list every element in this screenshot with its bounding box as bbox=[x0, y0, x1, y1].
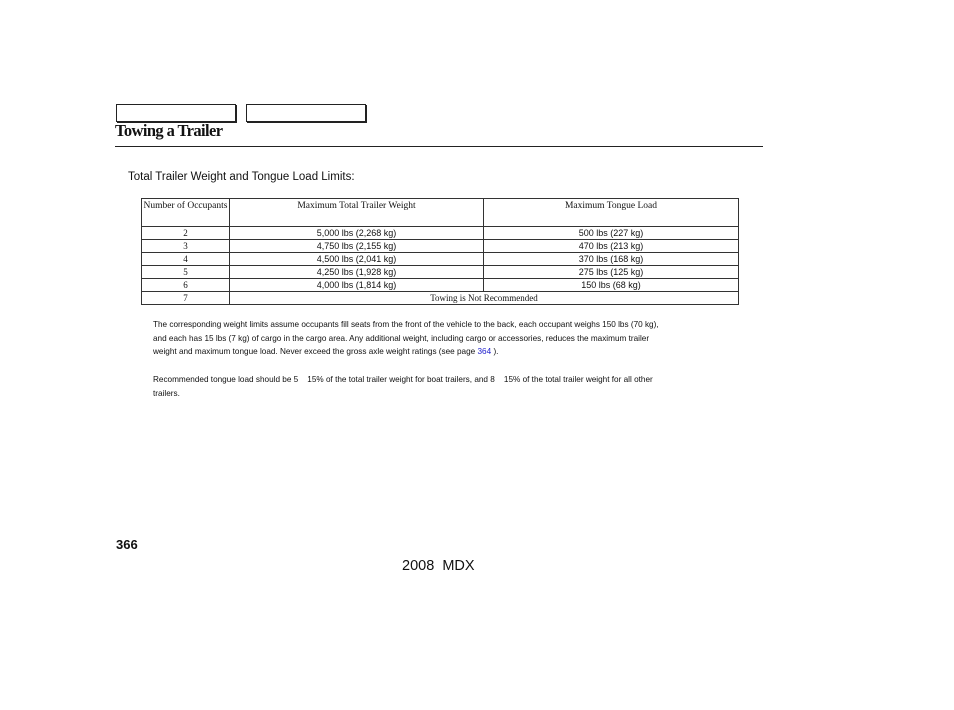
trailer-weight-cell: 4,000 lbs (1,814 kg) bbox=[230, 279, 484, 292]
table-row bbox=[142, 279, 739, 292]
tongue-load-note bbox=[153, 373, 758, 400]
note-line: weight and maximum tongue load. Never exceed the gross axle weight ratings (see page bbox=[153, 347, 478, 357]
column-header-occupants: Number of Occupants bbox=[142, 199, 230, 227]
occupants-cell: 3 bbox=[142, 240, 230, 253]
column-header-tongue-load: Maximum Tongue Load bbox=[484, 199, 739, 227]
nav-button-next[interactable] bbox=[246, 104, 366, 122]
note-line: and each has 15 lbs (7 kg) of cargo in the cargo area. Any additional weight, including cargo or accessories, reduces the maximum trailer bbox=[153, 333, 650, 343]
page-reference-link[interactable]: 364 bbox=[477, 347, 492, 357]
page-number: 366 bbox=[116, 537, 138, 552]
tongue-load-cell: 275 lbs (125 kg) bbox=[484, 266, 739, 279]
occupants-cell: 6 bbox=[142, 279, 230, 292]
table-row bbox=[142, 227, 739, 240]
nav-button-previous[interactable] bbox=[116, 104, 236, 122]
page-title: Towing a Trailer bbox=[115, 121, 223, 140]
table-header-row bbox=[142, 199, 739, 227]
occupants-cell: 7 bbox=[142, 292, 230, 305]
title-divider bbox=[115, 146, 763, 147]
tongue-load-cell: 150 lbs (68 kg) bbox=[484, 279, 739, 292]
occupants-cell: 4 bbox=[142, 253, 230, 266]
trailer-weight-cell: 4,250 lbs (1,928 kg) bbox=[230, 266, 484, 279]
column-header-trailer-weight: Maximum Total Trailer Weight bbox=[230, 199, 484, 227]
note-line: ). bbox=[491, 347, 499, 357]
occupants-cell: 5 bbox=[142, 266, 230, 279]
note-line: trailers. bbox=[153, 388, 180, 398]
table-row bbox=[142, 292, 739, 305]
tongue-load-cell: 500 lbs (227 kg) bbox=[484, 227, 739, 240]
table-row bbox=[142, 266, 739, 279]
trailer-weight-cell: 4,750 lbs (2,155 kg) bbox=[230, 240, 484, 253]
section-heading: Total Trailer Weight and Tongue Load Limits: bbox=[128, 171, 355, 183]
table-row bbox=[142, 253, 739, 266]
note-line: Recommended tongue load should be 5 15% of the total trailer weight for boat trailers, and 8 15% of the total trailer weight for all other bbox=[153, 375, 653, 384]
trailer-weight-cell: 5,000 lbs (2,268 kg) bbox=[230, 227, 484, 240]
table-row bbox=[142, 240, 739, 253]
occupant-weight-note bbox=[153, 318, 758, 359]
tongue-load-cell: 470 lbs (213 kg) bbox=[484, 240, 739, 253]
footer-model: 2008 MDX bbox=[402, 558, 475, 574]
not-recommended-cell: Towing is Not Recommended bbox=[230, 292, 739, 305]
trailer-weight-cell: 4,500 lbs (2,041 kg) bbox=[230, 253, 484, 266]
note-line: The corresponding weight limits assume occupants fill seats from the front of the vehicle to the back, each occupant weighs 150 lbs (70 kg), bbox=[153, 320, 659, 329]
towing-limits-table bbox=[141, 198, 739, 305]
occupants-cell: 2 bbox=[142, 227, 230, 240]
tongue-load-cell: 370 lbs (168 kg) bbox=[484, 253, 739, 266]
